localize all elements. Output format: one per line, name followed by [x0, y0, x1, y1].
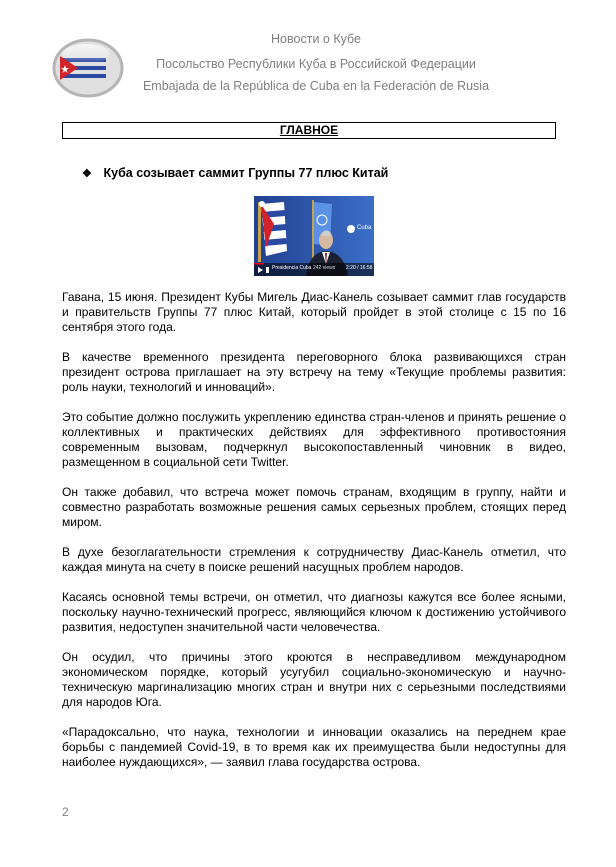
section-title-box — [62, 122, 556, 139]
section-title: ГЛАВНОЕ — [279, 123, 339, 137]
article-paragraph: В духе безоглагательности стремления к сотрудничеству Диас-Канель отметил, что каждая минута на счету в поиске решений насущных проблем народов. — [62, 545, 566, 574]
article-paragraph: Он осудил, что причины этого кроются в несправедливом международном экономическом порядке, который усугубил социально-экономическую и научно-техническую маргинализацию многих стран и внутри них с серьезными последствиями для народов Юга. — [62, 650, 566, 709]
article-paragraph: Это событие должно послужить укреплению единства стран-членов и принять решение о коллективных и практических действиях для эффективного противостояния современным вызовам, подчеркнул высокопоставленный чиновник в видео, размещенном в социальной сети Twitter. — [62, 410, 566, 469]
article-paragraph: «Парадоксально, что наука, технологии и инновации оказались на переднем крае борьбы с пандемией Covid-19, в то время как их преимущества были недоступны для наиболее нуждающихся», — заявил глава государства острова. — [62, 725, 566, 769]
headline-text: Куба созывает саммит Группы 77 плюс Китай — [103, 166, 389, 180]
bullet-icon: ❖ — [82, 168, 92, 180]
article-paragraph: Гавана, 15 июня. Президент Кубы Мигель Диас-Канель созывает саммит глав государств и правительств Группы 77 плюс Китай, который пройдет в этой столице с 15 по 16 сентября этого года. — [62, 290, 566, 334]
header-embassy-ru: Посольство Республики Куба в Российской Федерации — [156, 57, 476, 71]
video-time: 2:20 / 16:58 — [346, 265, 373, 271]
page-number: 2 — [62, 805, 69, 819]
video-channel: Presidencia Cuba — [272, 265, 312, 271]
embassy-logo — [52, 38, 124, 98]
article-paragraph: Касаясь основной темы встречи, он отметил, что диагнозы кажутся все более ясными, поскольку научно-технический прогресс, являющийся ключом к достижению устойчивого развития, недоступен значительной части человечества. — [62, 590, 566, 634]
video-brand: Cuba — [357, 225, 372, 231]
video-thumbnail[interactable] — [254, 196, 374, 276]
header-title: Новости о Кубе — [271, 32, 361, 46]
article-body — [62, 290, 566, 785]
article-paragraph: В качестве временного президента переговорного блока развивающихся стран президент острова приглашает на эту встречу на тему «Текущие проблемы развития: роль науки, технологий и инноваций». — [62, 350, 566, 394]
header-embassy-es: Embajada de la República de Cuba en la Federación de Rusia — [142, 79, 490, 93]
article-paragraph: Он также добавил, что встреча может помочь странам, входящим в группу, найти и совместно разработать возможные решения самых серьезных проблем, стоящих перед миром. — [62, 485, 566, 529]
video-views: 242 views — [313, 265, 336, 271]
article-headline — [82, 165, 388, 182]
